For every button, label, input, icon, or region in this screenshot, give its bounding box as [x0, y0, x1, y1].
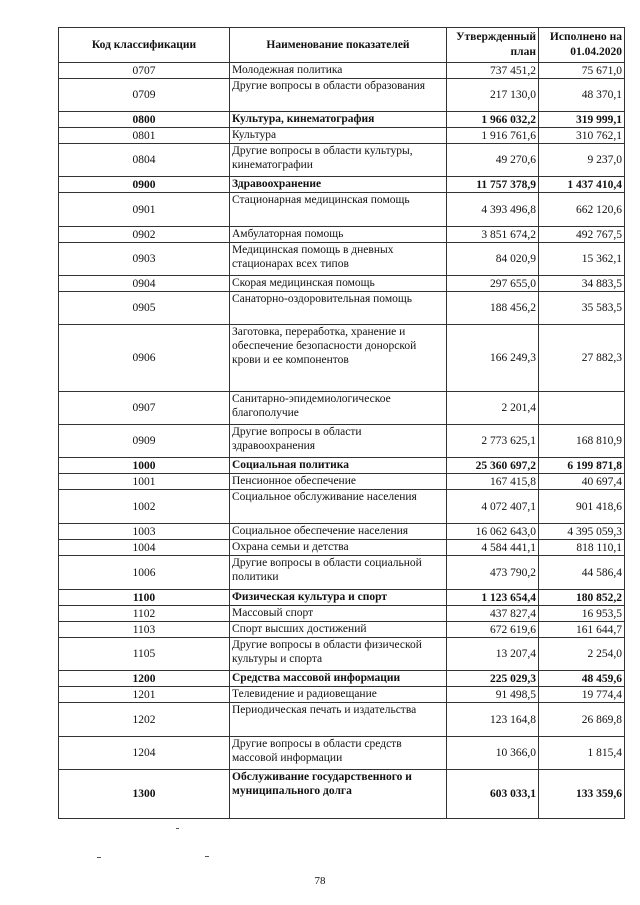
row-code: 0800	[59, 112, 230, 128]
row-name: Средства массовой информации	[230, 671, 447, 687]
row-done-value: 44 586,4	[539, 556, 625, 590]
row-code: 0900	[59, 177, 230, 193]
row-code: 1002	[59, 490, 230, 524]
row-code: 1001	[59, 474, 230, 490]
row-code: 1100	[59, 590, 230, 606]
row-plan-value: 123 164,8	[447, 703, 539, 737]
table-row	[59, 243, 625, 276]
header-plan: Утвержденный план	[447, 28, 539, 63]
row-code: 0707	[59, 63, 230, 79]
row-code: 1006	[59, 556, 230, 590]
row-done-value: 27 882,3	[539, 325, 625, 392]
row-plan-value: 166 249,3	[447, 325, 539, 392]
row-name: Скорая медицинская помощь	[230, 276, 447, 292]
row-name: Здравоохранение	[230, 177, 447, 193]
row-done-value: 19 774,4	[539, 687, 625, 703]
row-plan-value: 3 851 674,2	[447, 227, 539, 243]
row-name: Телевидение и радиовещание	[230, 687, 447, 703]
row-plan-value: 217 130,0	[447, 79, 539, 112]
row-done-value: 2 254,0	[539, 638, 625, 671]
table-row	[59, 144, 625, 177]
row-plan-value: 25 360 697,2	[447, 458, 539, 474]
row-done-value: 15 362,1	[539, 243, 625, 276]
row-done-value: 16 953,5	[539, 606, 625, 622]
row-code: 0801	[59, 128, 230, 144]
row-code: 1102	[59, 606, 230, 622]
row-name: Массовый спорт	[230, 606, 447, 622]
table-row	[59, 63, 625, 79]
scan-speck	[97, 857, 101, 858]
table-row	[59, 474, 625, 490]
row-done-value: 9 237,0	[539, 144, 625, 177]
row-name: Социальное обслуживание населения	[230, 490, 447, 524]
row-plan-value: 11 757 378,9	[447, 177, 539, 193]
row-plan-value: 16 062 643,0	[447, 524, 539, 540]
row-code: 1201	[59, 687, 230, 703]
row-code: 1204	[59, 737, 230, 770]
header-name: Наименование показателей	[230, 28, 447, 63]
row-plan-value: 1 916 761,6	[447, 128, 539, 144]
row-done-value: 1 437 410,4	[539, 177, 625, 193]
table-row	[59, 606, 625, 622]
row-done-value: 818 110,1	[539, 540, 625, 556]
row-plan-value: 4 393 496,8	[447, 193, 539, 227]
row-code: 0901	[59, 193, 230, 227]
table-row	[59, 540, 625, 556]
table-row	[59, 622, 625, 638]
row-name: Заготовка, переработка, хранение и обеспечение безопасности донорской крови и ее компонентов	[230, 325, 447, 392]
scan-speck	[205, 856, 209, 857]
row-name: Другие вопросы в области физической культуры и спорта	[230, 638, 447, 671]
row-code: 1202	[59, 703, 230, 737]
row-name: Спорт высших достижений	[230, 622, 447, 638]
table-row	[59, 556, 625, 590]
row-done-value: 901 418,6	[539, 490, 625, 524]
row-name: Амбулаторная помощь	[230, 227, 447, 243]
table-row	[59, 325, 625, 392]
table-row	[59, 128, 625, 144]
row-plan-value: 167 415,8	[447, 474, 539, 490]
row-plan-value: 2 201,4	[447, 392, 539, 425]
row-plan-value: 188 456,2	[447, 292, 539, 325]
row-name: Медицинская помощь в дневных стационарах всех типов	[230, 243, 447, 276]
row-done-value: 161 644,7	[539, 622, 625, 638]
row-done-value: 48 459,6	[539, 671, 625, 687]
row-code: 1105	[59, 638, 230, 671]
table-header-row	[59, 28, 625, 63]
table-row	[59, 490, 625, 524]
row-done-value: 180 852,2	[539, 590, 625, 606]
table-row	[59, 524, 625, 540]
table-body	[59, 63, 625, 819]
row-done-value: 40 697,4	[539, 474, 625, 490]
row-name: Социальное обеспечение населения	[230, 524, 447, 540]
table-row	[59, 193, 625, 227]
row-done-value: 662 120,6	[539, 193, 625, 227]
row-code: 1103	[59, 622, 230, 638]
table-row	[59, 392, 625, 425]
row-plan-value: 473 790,2	[447, 556, 539, 590]
row-plan-value: 225 029,3	[447, 671, 539, 687]
row-done-value: 319 999,1	[539, 112, 625, 128]
row-name: Стационарная медицинская помощь	[230, 193, 447, 227]
row-done-value: 48 370,1	[539, 79, 625, 112]
row-plan-value: 10 366,0	[447, 737, 539, 770]
row-done-value: 75 671,0	[539, 63, 625, 79]
row-name: Охрана семьи и детства	[230, 540, 447, 556]
row-name: Пенсионное обеспечение	[230, 474, 447, 490]
row-plan-value: 437 827,4	[447, 606, 539, 622]
row-plan-value: 603 033,1	[447, 770, 539, 819]
row-done-value: 6 199 871,8	[539, 458, 625, 474]
row-name: Культура, кинематография	[230, 112, 447, 128]
table-row	[59, 638, 625, 671]
table-row	[59, 276, 625, 292]
row-done-value: 35 583,5	[539, 292, 625, 325]
row-done-value: 34 883,5	[539, 276, 625, 292]
row-plan-value: 2 773 625,1	[447, 425, 539, 458]
row-plan-value: 84 020,9	[447, 243, 539, 276]
row-name: Молодежная политика	[230, 63, 447, 79]
table-row	[59, 458, 625, 474]
row-code: 1200	[59, 671, 230, 687]
table-row	[59, 687, 625, 703]
row-code: 0709	[59, 79, 230, 112]
row-name: Другие вопросы в области средств массовой информации	[230, 737, 447, 770]
table-row	[59, 671, 625, 687]
row-code: 1003	[59, 524, 230, 540]
row-plan-value: 672 619,6	[447, 622, 539, 638]
scan-speck	[176, 828, 179, 829]
row-code: 0907	[59, 392, 230, 425]
row-name: Другие вопросы в области здравоохранения	[230, 425, 447, 458]
table-row	[59, 770, 625, 819]
header-code: Код классификации	[59, 28, 230, 63]
row-plan-value: 4 072 407,1	[447, 490, 539, 524]
row-done-value	[539, 392, 625, 425]
row-code: 0904	[59, 276, 230, 292]
row-plan-value: 1 966 032,2	[447, 112, 539, 128]
row-code: 1004	[59, 540, 230, 556]
table-row	[59, 292, 625, 325]
row-plan-value: 91 498,5	[447, 687, 539, 703]
table-row	[59, 177, 625, 193]
row-plan-value: 13 207,4	[447, 638, 539, 671]
row-name: Санитарно-эпидемиологическое благополучие	[230, 392, 447, 425]
row-plan-value: 49 270,6	[447, 144, 539, 177]
row-done-value: 4 395 059,3	[539, 524, 625, 540]
row-code: 1000	[59, 458, 230, 474]
table-row	[59, 79, 625, 112]
row-name: Обслуживание государственного и муниципального долга	[230, 770, 447, 819]
table-row	[59, 227, 625, 243]
row-name: Культура	[230, 128, 447, 144]
row-name: Другие вопросы в области культуры, кинематографии	[230, 144, 447, 177]
row-name: Санаторно-оздоровительная помощь	[230, 292, 447, 325]
row-done-value: 1 815,4	[539, 737, 625, 770]
row-done-value: 310 762,1	[539, 128, 625, 144]
row-plan-value: 1 123 654,4	[447, 590, 539, 606]
row-code: 1300	[59, 770, 230, 819]
row-name: Периодическая печать и издательства	[230, 703, 447, 737]
row-done-value: 492 767,5	[539, 227, 625, 243]
row-name: Другие вопросы в области образования	[230, 79, 447, 112]
header-done: Исполнено на 01.04.2020	[539, 28, 625, 63]
row-done-value: 26 869,8	[539, 703, 625, 737]
row-code: 0905	[59, 292, 230, 325]
budget-table	[58, 27, 625, 819]
row-code: 0902	[59, 227, 230, 243]
row-code: 0903	[59, 243, 230, 276]
table-row	[59, 703, 625, 737]
page-number: 78	[314, 875, 326, 887]
row-name: Физическая культура и спорт	[230, 590, 447, 606]
row-code: 0906	[59, 325, 230, 392]
row-done-value: 168 810,9	[539, 425, 625, 458]
row-plan-value: 737 451,2	[447, 63, 539, 79]
row-plan-value: 4 584 441,1	[447, 540, 539, 556]
row-plan-value: 297 655,0	[447, 276, 539, 292]
row-name: Другие вопросы в области социальной политики	[230, 556, 447, 590]
table-row	[59, 425, 625, 458]
table-row	[59, 112, 625, 128]
row-done-value: 133 359,6	[539, 770, 625, 819]
row-code: 0804	[59, 144, 230, 177]
table-row	[59, 737, 625, 770]
row-code: 0909	[59, 425, 230, 458]
row-name: Социальная политика	[230, 458, 447, 474]
table-row	[59, 590, 625, 606]
